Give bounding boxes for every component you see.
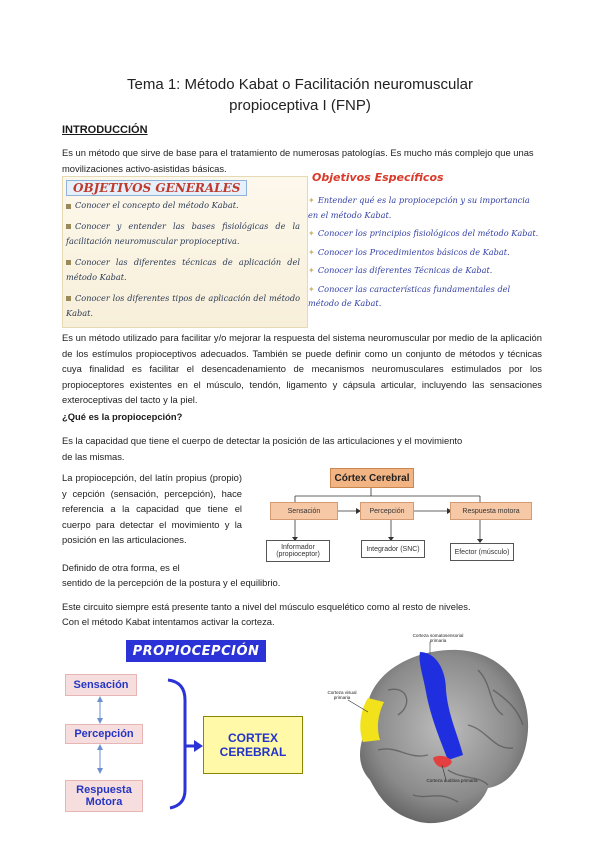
document-title-line2: propioceptiva I (FNP)	[229, 97, 371, 114]
intro-text: Es un método que sirve de base para el tratamiento de numerosas patologías. Es mucho más complejo que unas movilizaciones activo-asistidas básicas.	[62, 147, 534, 174]
list-item: ✦ Conocer los Procedimientos básicos de Kabat.	[308, 246, 510, 257]
latin-definition: La propiocepción, del latín propius (propio) y cepción (sensación, percepción), hace referencia a la capacidad que tiene el cuerpo para detectar el movimiento y la posición en las articulaciones.	[62, 472, 242, 545]
sensacion-box-2: Sensación	[65, 674, 137, 696]
list-item: ✦ Conocer las diferentes Técnicas de Kabat.	[308, 265, 493, 275]
percepcion-box: Percepción	[360, 502, 414, 520]
circuit-line-1: Este circuito siempre está presente tanto a nivel del músculo esquelético como al resto de niveles.	[62, 601, 471, 612]
star-bullet-icon: ✦	[308, 195, 315, 205]
objetivos-especificos-list	[308, 193, 542, 311]
list-item: Conocer el concepto del método Kabat.	[66, 198, 300, 214]
objetivos-generales-list	[66, 198, 300, 322]
propiocepcion-banner: PROPIOCEPCIÓN	[126, 640, 266, 662]
respuesta-motora-box-2: Respuesta Motora	[65, 780, 143, 812]
other-definition-2: sentido de la percepción de la postura y el equilibrio.	[62, 577, 281, 588]
answer-text: Es la capacidad que tiene el cuerpo de detectar la posición de las articulaciones y el movimiento de las mismas.	[62, 435, 463, 462]
list-item: Conocer los diferentes tipos de aplicación del método Kabat.	[66, 292, 300, 318]
bullet-icon	[66, 260, 71, 265]
star-bullet-icon: ✦	[308, 265, 315, 275]
brain-label-somatosensory: Corteza somatosensorial primaria	[412, 633, 464, 643]
definition-paragraph: Es un método utilizado para facilitar y/o mejorar la respuesta del sistema neuromuscular por medio de la aplicación de los estímulos propioceptivos adecuados. También se puede definir como un conjunto de métodos y técnicas cuya finalidad es facilitar el desencadenamiento de mecanismos neuromusculares estimulados por los propioceptores existentes en el músculo, tendón, ligamento y cápsula articular, incluyendo las sensaciones exteroceptivas del tacto y la piel.	[62, 332, 542, 405]
objetivos-generales-title: OBJETIVOS GENERALES	[66, 180, 247, 196]
other-definition: Definido de otra forma, es el	[62, 562, 180, 573]
star-bullet-icon: ✦	[308, 246, 315, 257]
list-item: ✦ Conocer las características fundamentales del método de Kabat.	[308, 283, 511, 308]
cortex-cerebral-box-2: CORTEX CEREBRAL	[203, 716, 303, 774]
list-item: Conocer las diferentes técnicas de aplicación del método Kabat.	[66, 256, 300, 282]
brain-illustration	[318, 630, 538, 840]
sensacion-box: Sensación	[270, 502, 338, 520]
list-item: ✦ Entender qué es la propiocepción y su importancia en el método Kabat.	[308, 195, 530, 220]
document-title-line1: Tema 1: Método Kabat o Facilitación neuromuscular	[126, 76, 473, 93]
efector-box: Efector (músculo)	[450, 543, 514, 561]
circuit-line-2: Con el método Kabat intentamos activar la corteza.	[62, 616, 275, 627]
integrador-box: Integrador (SNC)	[361, 540, 425, 558]
intro-heading: INTRODUCCIÓN	[62, 124, 148, 136]
bullet-icon	[66, 224, 71, 229]
list-item: ✦ Conocer los principios fisiológicos del método Kabat.	[308, 228, 539, 238]
star-bullet-icon: ✦	[308, 283, 315, 294]
bullet-icon	[66, 296, 71, 301]
star-bullet-icon: ✦	[308, 228, 315, 238]
cortex-cerebral-box: Córtex Cerebral	[330, 468, 414, 488]
bullet-icon	[66, 204, 71, 209]
informador-box: Informador (propioceptor)	[266, 540, 330, 562]
objetivos-especificos-title: Objetivos Específicos	[312, 171, 444, 184]
list-item: Conocer y entender las bases fisiológicas de la facilitación neuromuscular propioceptiva.	[66, 220, 300, 246]
brain-label-visual: Corteza visual primaria	[327, 690, 357, 700]
respuesta-motora-box: Respuesta motora	[450, 502, 532, 520]
percepcion-box-2: Percepción	[65, 724, 143, 744]
question-heading: ¿Qué es la propiocepción?	[62, 411, 183, 422]
brain-label-auditory: Corteza auditiva primaria	[426, 778, 478, 783]
